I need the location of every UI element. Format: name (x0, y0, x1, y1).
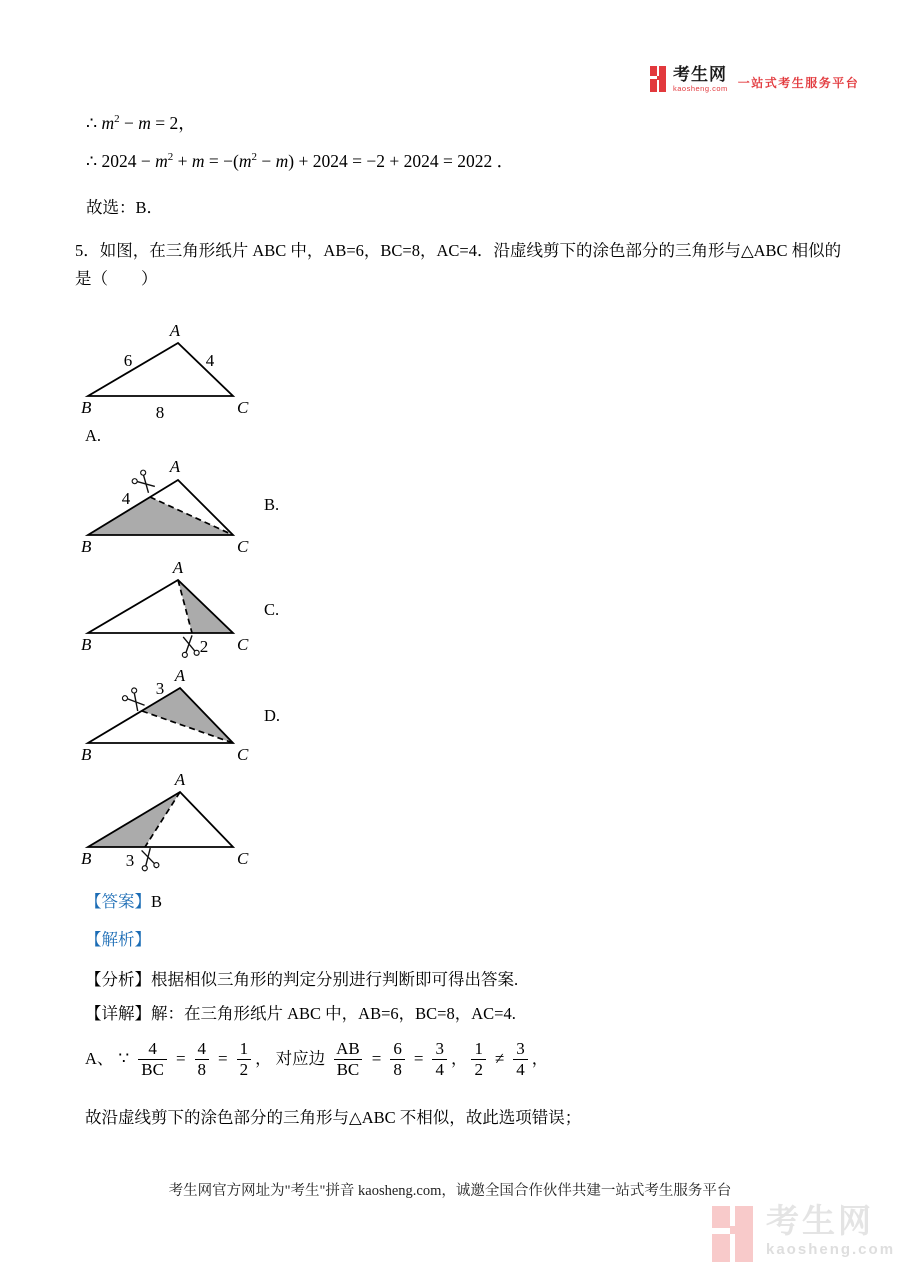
cut-length-label: 3 (125, 851, 135, 870)
vertex-label-b: B (81, 537, 92, 556)
header-logo (650, 66, 859, 94)
question-line-2: 是（ ） (75, 269, 158, 288)
watermark-text-block (766, 1204, 895, 1257)
watermark (712, 1204, 895, 1264)
logo-tagline: 一站式考生服务平台 (737, 76, 860, 90)
option-d-diagram (80, 772, 265, 877)
comma: ， (255, 1049, 272, 1068)
fraction-3-4: $\frac{3}{4}$ (432, 1039, 447, 1079)
option-b-label: B. (264, 495, 280, 514)
analysis-label: 【分析】 (85, 970, 151, 989)
equals-sign: = (175, 1049, 186, 1068)
equals-sign: = (413, 1049, 424, 1068)
vertex-label-b: B (81, 398, 92, 417)
side-ac-length: 4 (205, 351, 215, 370)
vertex-label-c: C (237, 398, 249, 417)
equals-sign: = (371, 1049, 382, 1068)
vertex-label-c: C (237, 537, 249, 556)
vertex-label-c: C (237, 849, 249, 868)
analysis-header: 【解析】 (85, 930, 151, 949)
kaosheng-logo-icon (650, 66, 667, 94)
vertex-label-a: A (174, 772, 186, 789)
vertex-label-b: B (81, 849, 92, 868)
answer-line (85, 888, 162, 916)
answer-label: 【答案】 (85, 892, 151, 911)
calc-line (85, 1030, 548, 1088)
scissors-icon (179, 635, 199, 658)
analysis-text: 根据相似三角形的判定分别进行判断即可得出答案. (151, 970, 519, 989)
option-a-diagram (80, 452, 265, 557)
vertex-label-c: C (237, 745, 249, 764)
option-a-label: A. (85, 426, 102, 445)
fraction-3-4: $\frac{3}{4}$ (513, 1039, 528, 1079)
comma: ， (450, 1049, 468, 1068)
detail-text: 解：在三角形纸片 ABC 中，AB=6，BC=8，AC=4. (151, 1004, 516, 1023)
corresponding-side-text: 对应边 (275, 1049, 326, 1068)
cut-length-label: 2 (199, 637, 209, 656)
fraction-1-2: $\frac{1}{2}$ (471, 1039, 486, 1079)
fraction-6-8: $\frac{6}{8}$ (390, 1039, 405, 1079)
option-c-diagram (80, 668, 265, 773)
logo-text-block (673, 66, 728, 93)
fraction-ab-bc: $\frac{AB}{BC}$ (333, 1039, 363, 1079)
not-equal-sign: ≠ (494, 1049, 505, 1068)
vertex-label-b: B (81, 745, 92, 764)
vertex-label-a: A (169, 457, 181, 476)
logo-name: 考生网 (673, 65, 727, 84)
fraction-1-2: $\frac{1}{2}$ (237, 1039, 252, 1079)
vertex-label-a: A (172, 560, 184, 577)
side-bc-length: 8 (155, 403, 165, 422)
cut-length-label: 3 (155, 679, 165, 698)
scissors-icon (131, 469, 158, 496)
detail-line (85, 1000, 845, 1028)
vertex-label-c: C (237, 635, 249, 654)
calc-prefix: A、 (85, 1049, 114, 1068)
formula-line-2: ∴ $2024 - m^2 + m = -(m^2 - m) + 2024 = -2 + 2024 = 2022$ ． (86, 151, 515, 171)
option-c-label: C. (264, 600, 280, 619)
option-b-diagram (80, 560, 265, 665)
side-ab-length: 6 (123, 351, 133, 370)
because-symbol: ∵ (118, 1049, 130, 1068)
vertex-label-a: A (169, 321, 181, 340)
logo-domain: kaosheng.com (673, 84, 728, 93)
watermark-logo-name: 考生网 (766, 1202, 874, 1239)
main-triangle-diagram (80, 320, 265, 425)
formula-line-1: ∴ $m^2 - m = 2$， (86, 113, 196, 133)
fraction-4-8: $\frac{4}{8}$ (195, 1039, 210, 1079)
watermark-logo-icon (712, 1204, 756, 1264)
watermark-logo-domain: kaosheng.com (766, 1241, 896, 1258)
comma: ， (531, 1049, 549, 1068)
option-d-label: D. (264, 706, 281, 725)
equals-sign: = (218, 1049, 228, 1068)
fraction-4-bc: $\frac{4}{BC}$ (138, 1039, 167, 1079)
cut-length-label: 4 (121, 489, 131, 508)
choice-line: 故选：B． (86, 198, 164, 217)
scissors-icon (138, 847, 160, 871)
conclusion-line: 故沿虚线剪下的涂色部分的三角形与△ABC 不相似，故此选项错误； (85, 1108, 582, 1127)
vertex-label-a: A (174, 668, 186, 685)
detail-label: 【详解】 (85, 1004, 151, 1023)
analysis-line (85, 966, 845, 994)
answer-value: B (151, 892, 163, 911)
question-line-1: 5．如图，在三角形纸片 ABC 中，AB=6，BC=8，AC=4．沿虚线剪下的涂色部分的三角形与△ABC 相似的 (75, 241, 842, 260)
footer-text: 考生网官方网址为"考生"拼音 kaosheng.com，诚邀全国合作伙伴共建一站式考生服务平台 (168, 1183, 732, 1199)
vertex-label-b: B (81, 635, 92, 654)
